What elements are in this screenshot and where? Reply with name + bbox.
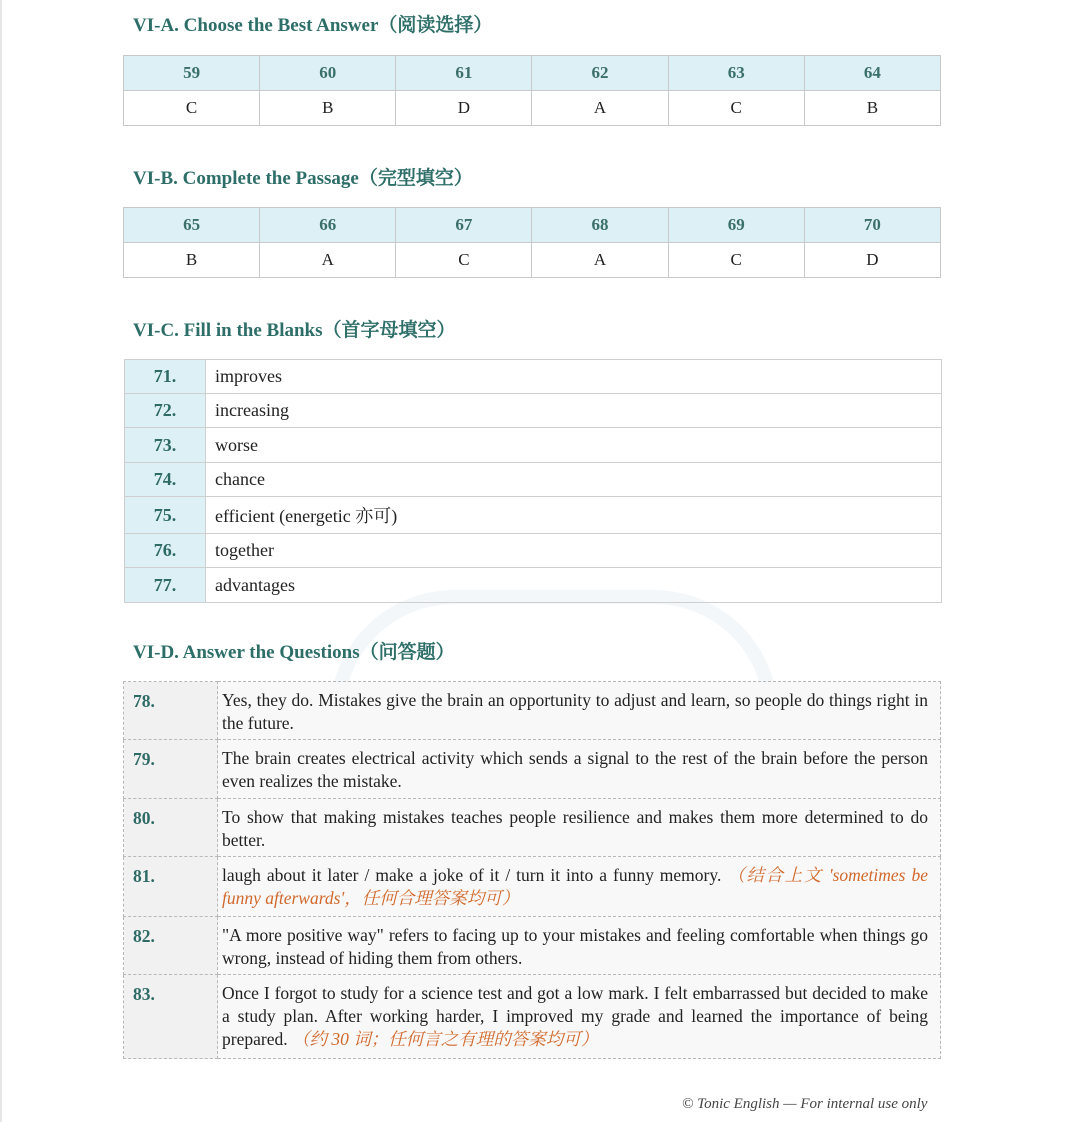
answer-text — [218, 740, 941, 799]
section-title-vi-d: VI-D. Answer the Questions（问答题） — [133, 642, 455, 663]
grid-answer-row — [124, 243, 941, 278]
answer-text: efficient (energetic 亦可) — [206, 497, 942, 534]
grid-header-row — [124, 56, 941, 91]
answer-body: "A more positive way" refers to facing up to your mistakes and feeling comfortable when things go wrong, instead of hiding them from others. — [222, 925, 928, 968]
answer-cell: A — [532, 243, 668, 278]
question-number: 75. — [125, 497, 206, 534]
question-number: 81. — [124, 857, 218, 917]
question-number: 82. — [124, 917, 218, 975]
question-number: 77. — [125, 568, 206, 603]
table-row — [124, 799, 941, 857]
question-number: 66 — [260, 208, 396, 243]
question-number: 78. — [124, 682, 218, 740]
table-row — [125, 568, 942, 603]
answer-body: laugh about it later / make a joke of it / turn it into a funny memory. — [222, 865, 722, 885]
question-number: 79. — [124, 740, 218, 799]
answer-text: worse — [206, 428, 942, 463]
fill-blanks-table — [124, 359, 942, 603]
table-row — [125, 428, 942, 463]
answer-body: Once I forgot to study for a science test and got a low mark. I felt embarrassed but decided to make a study plan. After working harder, I improved my grade and learned the importance of being prepared. — [222, 983, 928, 1049]
table-row — [125, 360, 942, 394]
answer-cell: B — [804, 91, 940, 126]
question-number: 60 — [260, 56, 396, 91]
question-number: 61 — [396, 56, 532, 91]
answer-grid-vi-a — [123, 55, 941, 126]
question-number: 73. — [125, 428, 206, 463]
answer-cell: C — [124, 91, 260, 126]
answer-text — [218, 975, 941, 1059]
answer-cell: D — [396, 91, 532, 126]
question-number: 63 — [668, 56, 804, 91]
answer-cell: C — [668, 243, 804, 278]
table-row — [125, 497, 942, 534]
question-number: 64 — [804, 56, 940, 91]
question-number: 80. — [124, 799, 218, 857]
answer-cell: C — [396, 243, 532, 278]
question-number: 70 — [804, 208, 940, 243]
answer-body: To show that making mistakes teaches people resilience and makes them more determined to do better. — [222, 807, 928, 850]
answer-cell: B — [260, 91, 396, 126]
table-row — [124, 917, 941, 975]
question-number: 72. — [125, 394, 206, 428]
table-row — [125, 463, 942, 497]
answer-text — [218, 682, 941, 740]
answer-text: chance — [206, 463, 942, 497]
grid-header-row — [124, 208, 941, 243]
question-number: 62 — [532, 56, 668, 91]
answer-text — [218, 799, 941, 857]
table-row — [125, 394, 942, 428]
answer-text — [218, 857, 941, 917]
answer-cell: A — [260, 243, 396, 278]
table-row — [124, 975, 941, 1059]
answer-cell: C — [668, 91, 804, 126]
page-edge — [0, 0, 2, 1122]
question-number: 68 — [532, 208, 668, 243]
answer-cell: D — [804, 243, 940, 278]
grid-answer-row — [124, 91, 941, 126]
section-title-vi-b: VI-B. Complete the Passage（完型填空） — [133, 168, 473, 189]
answer-text: improves — [206, 360, 942, 394]
answer-body: The brain creates electrical activity which sends a signal to the rest of the brain before the person even realizes the mistake. — [222, 748, 928, 791]
footer-copyright: © Tonic English — For internal use only — [682, 1096, 928, 1112]
table-row — [124, 857, 941, 917]
question-number: 59 — [124, 56, 260, 91]
answer-text — [218, 917, 941, 975]
answer-note: （结合上文 'sometimes be funny afterwards'，任何合理答案均可） — [222, 865, 928, 908]
answer-cell: A — [532, 91, 668, 126]
question-number: 76. — [125, 534, 206, 568]
question-number: 71. — [125, 360, 206, 394]
section-title-vi-a: VI-A. Choose the Best Answer（阅读选择） — [133, 15, 493, 36]
answer-note: （约 30 词；任何言之有理的答案均可） — [291, 1029, 599, 1049]
table-row — [124, 740, 941, 799]
question-number: 69 — [668, 208, 804, 243]
questions-table — [123, 681, 941, 1059]
answer-body: Yes, they do. Mistakes give the brain an opportunity to adjust and learn, so people do things right in the future. — [222, 690, 928, 733]
answer-cell: B — [124, 243, 260, 278]
question-number: 83. — [124, 975, 218, 1059]
answer-text: together — [206, 534, 942, 568]
answer-grid-vi-b — [123, 207, 941, 278]
question-number: 65 — [124, 208, 260, 243]
answer-text: increasing — [206, 394, 942, 428]
question-number: 74. — [125, 463, 206, 497]
table-row — [124, 682, 941, 740]
answer-text: advantages — [206, 568, 942, 603]
question-number: 67 — [396, 208, 532, 243]
section-title-vi-c: VI-C. Fill in the Blanks（首字母填空） — [133, 320, 456, 341]
table-row — [125, 534, 942, 568]
